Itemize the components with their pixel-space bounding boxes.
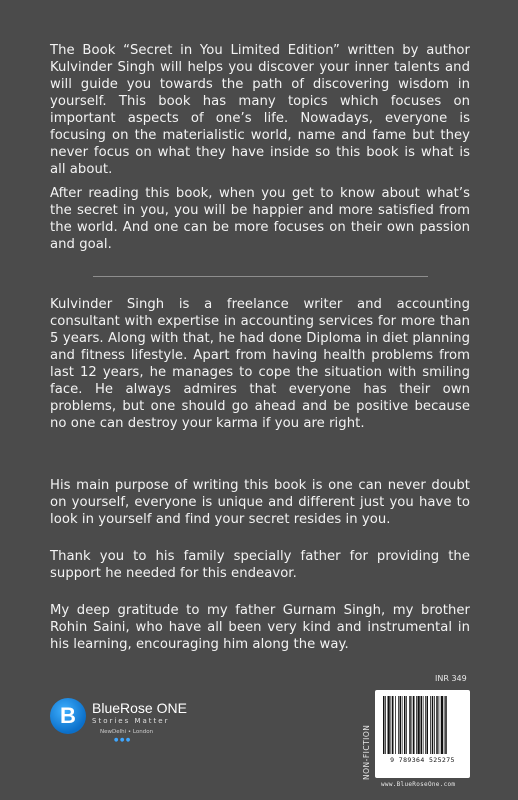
purpose-text: His main purpose of writing this book is one can never doubt on yourself, everyone is unique and different just you have to look in yourself and find your secret resides in you. [50, 478, 470, 527]
gratitude-text: My deep gratitude to my father Gurnam Singh, my brother Rohin Saini, who have all been very kind and instrumental in his learning, encouraging him along the way. [50, 603, 470, 652]
blurb-paragraph-1 [50, 42, 470, 178]
publisher-name: BlueRose ONE [92, 700, 187, 716]
publisher-website: www.BlueRoseOne.com [381, 781, 456, 788]
blurb-text-2: After reading this book, when you get to know about what’s the secret in you, you will be happier and more satisfied from the world. And one can be more focuses on their own passion and goal. [50, 186, 470, 252]
price-label: INR 349 [435, 674, 467, 683]
isbn-digits: 9 789364 525275 [390, 756, 455, 764]
author-bio-text: Kulvinder Singh is a freelance writer and accounting consultant with expertise in accounting services for more than 5 years. Along with that, he had done Diploma in diet planning and fitness lifestyle. Apart from having health problems from last 12 years, he manages to cope the situation with smiling face. He always admires that everyone has their own problems, but one should go ahead and be positive because no one can destroy your karma if you are right. [50, 297, 470, 431]
gratitude-paragraph [50, 602, 470, 653]
section-divider [93, 276, 428, 277]
barcode-icon [381, 696, 464, 756]
genre-text: NON-FICTION [362, 724, 371, 780]
publisher-tagline: Stories Matter [92, 717, 170, 725]
publisher-logo-icon: B [50, 698, 86, 734]
isbn-barcode [375, 690, 470, 778]
social-icons: ● ● ● [114, 737, 131, 743]
blurb-paragraph-2 [50, 185, 470, 253]
genre-label [358, 690, 372, 780]
thanks-text: Thank you to his family specially father for providing the support he needed for this endeavor. [50, 549, 470, 581]
blurb-text-1: The Book “Secret in You Limited Edition” written by author Kulvinder Singh will helps you discover your inner talents and will guide you towards the path of discovering wisdom in yourself. This book has many topics which focuses on important aspects of one’s life. Nowadays, everyone is focusing on the materialistic world, name and fame but they never focus on what they have inside so this book is what is all about. [50, 43, 470, 177]
purpose-paragraph [50, 477, 470, 528]
thanks-paragraph [50, 548, 470, 582]
publisher-logo [50, 697, 260, 743]
publisher-cities: NewDelhi • London [100, 729, 154, 735]
author-bio-paragraph [50, 296, 470, 432]
